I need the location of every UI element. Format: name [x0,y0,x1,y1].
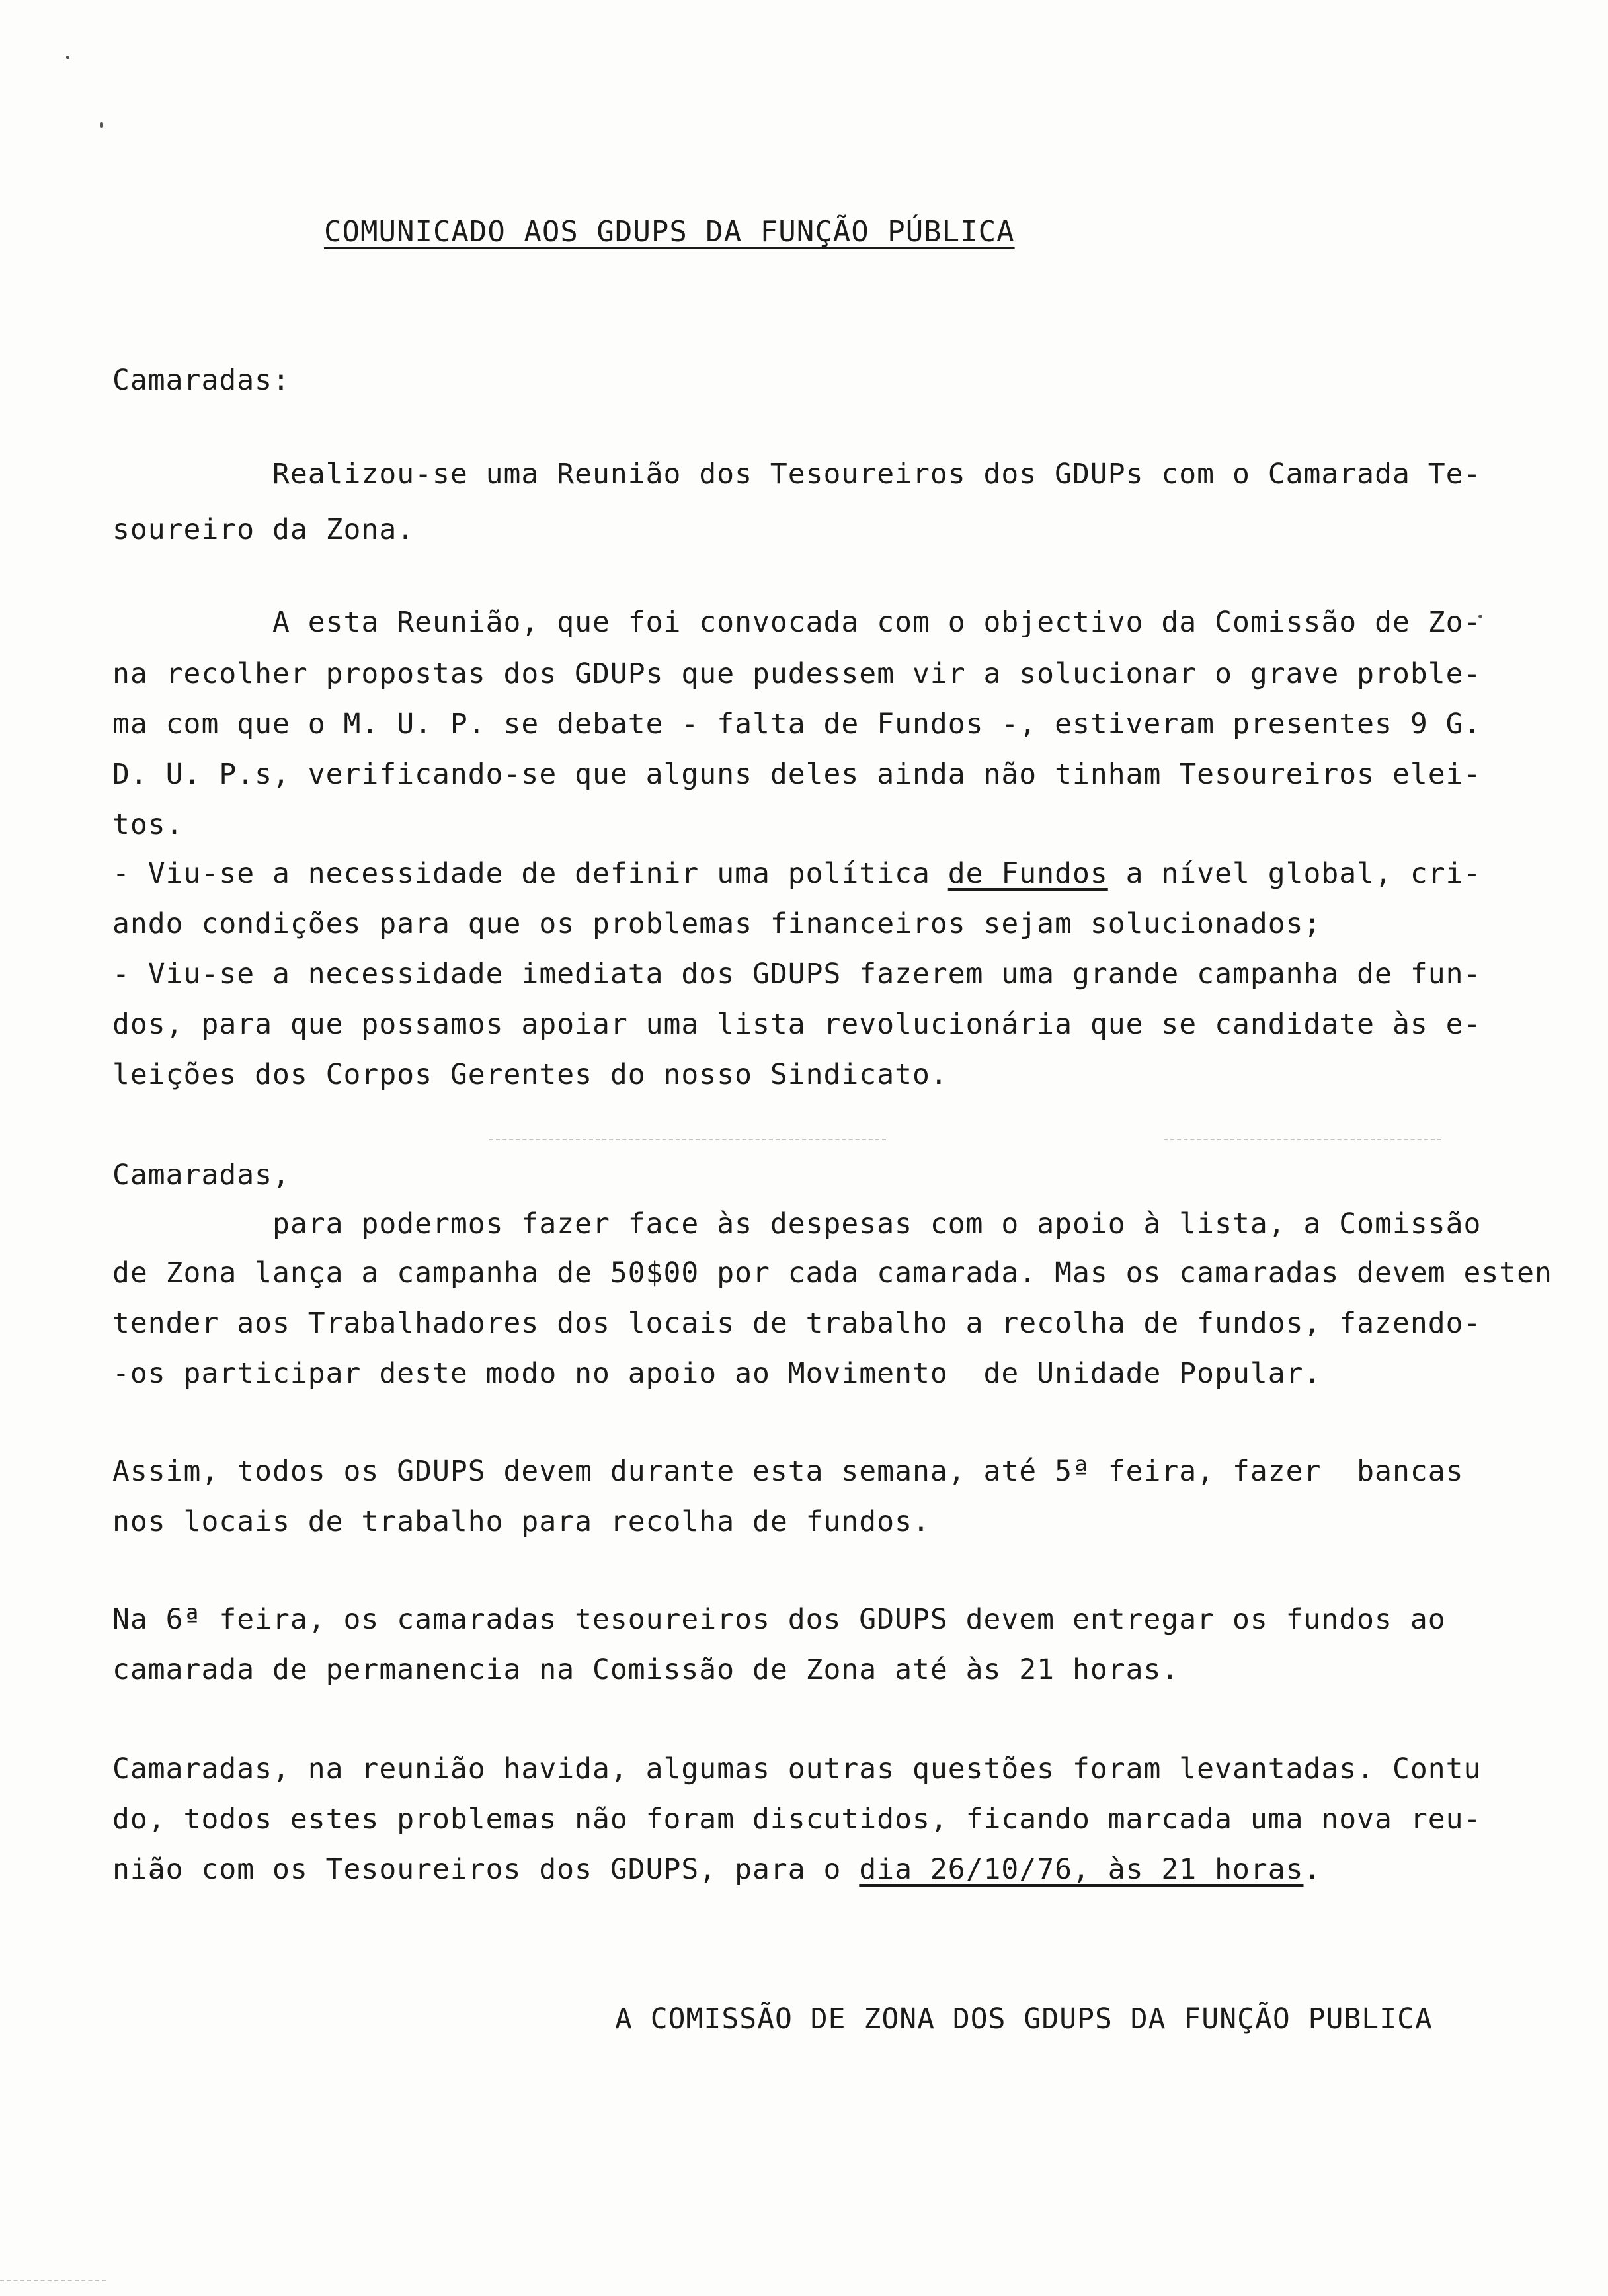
paragraph-line: camarada de permanencia na Comissão de Zona até às 21 horas. [112,1653,1180,1686]
paragraph-line: A esta Reunião, que foi convocada com o objectivo da Comissão de Zo- [272,606,1482,639]
scan-smudge [489,1139,886,1140]
paragraph-line: Assim, todos os GDUPS devem durante esta semana, até 5ª feira, fazer bancas [112,1455,1464,1488]
paragraph-line [112,1853,1321,1886]
paragraph-line: soureiro da Zona. [112,513,415,546]
document-title: COMUNICADO AOS GDUPS DA FUNÇÃO PÚBLICA [324,215,1015,249]
paragraph-text: . [1303,1853,1322,1886]
bullet-line: dos, para que possamos apoiar uma lista revolucionária que se candidate às e- [112,1008,1482,1041]
salutation: Camaradas, [112,1159,290,1192]
signature: A COMISSÃO DE ZONA DOS GDUPS DA FUNÇÃO PUBLICA [615,2002,1433,2035]
paragraph-line: Realizou-se uma Reunião dos Tesoureiros dos GDUPs com o Camarada Te- [272,458,1482,491]
bullet-text: - Viu-se a necessidade de definir uma política [112,857,948,890]
underlined-text: de Fundos [947,857,1108,890]
bullet-line [112,857,1481,890]
bullet-text: a nível global, cri- [1107,857,1482,890]
bullet-line: leições dos Corpos Gerentes do nosso Sindicato. [112,1058,948,1091]
paragraph-line: na recolher propostas dos GDUPs que pudessem vir a solucionar o grave proble- [112,657,1482,690]
paragraph-line: Na 6ª feira, os camaradas tesoureiros dos GDUPS devem entregar os fundos ao [112,1603,1446,1636]
meeting-date: dia 26/10/76, às 21 horas [859,1853,1304,1886]
paragraph-line: nos locais de trabalho para recolha de fundos. [112,1505,930,1538]
paragraph-line: D. U. P.s, verificando-se que alguns deles ainda não tinham Tesoureiros elei- [112,758,1482,791]
paragraph-line: Camaradas, na reunião havida, algumas outras questões foram levantadas. Contu [112,1752,1482,1785]
paragraph-line: tos. [112,808,184,841]
paragraph-line: tender aos Trabalhadores dos locais de trabalho a recolha de fundos, fazendo- [112,1307,1482,1340]
paragraph-line: ma com que o M. U. P. se debate - falta de Fundos -, estiveram presentes 9 G. [112,708,1482,741]
scan-smudge [0,2280,106,2281]
paragraph-line: para podermos fazer face às despesas com o apoio à lista, a Comissão [272,1208,1482,1241]
scan-speck [66,56,69,59]
paragraph-text: nião com os Tesoureiros dos GDUPS, para o [112,1853,860,1886]
salutation: Camaradas: [112,364,290,397]
bullet-line: ando condições para que os problemas financeiros sejam solucionados; [112,907,1322,940]
paragraph-line: -os participar deste modo no apoio ao Movimento de Unidade Popular. [112,1357,1322,1390]
paragraph-line: do, todos estes problemas não foram discutidos, ficando marcada uma nova reu- [112,1803,1482,1836]
bullet-line: - Viu-se a necessidade imediata dos GDUPS fazerem uma grande campanha de fun- [112,958,1482,991]
paragraph-line: de Zona lança a campanha de 50$00 por cada camarada. Mas os camaradas devem esten [112,1256,1552,1290]
scan-speck [100,122,103,128]
scan-smudge [1164,1139,1441,1140]
